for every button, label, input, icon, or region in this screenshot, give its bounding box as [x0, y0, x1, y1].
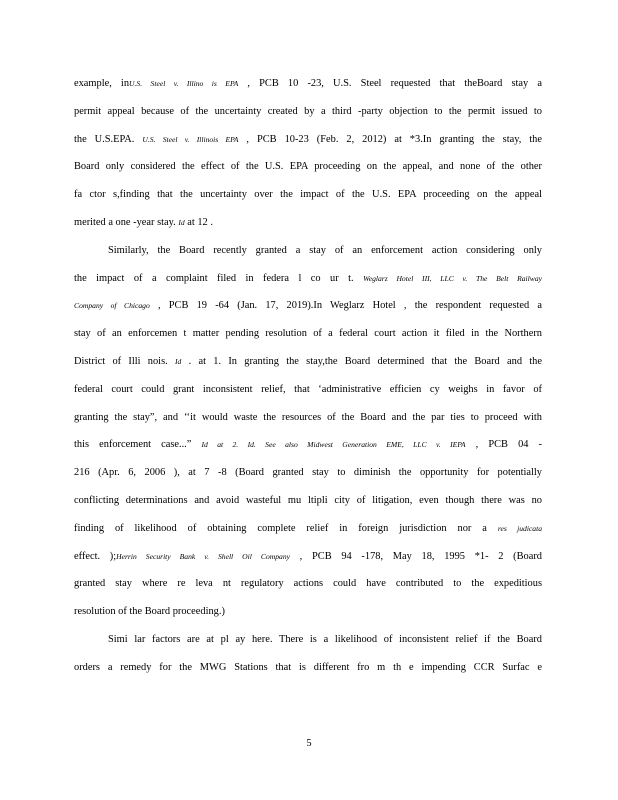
line-text: resolution of the Board proceeding.)	[74, 606, 225, 618]
text-line	[74, 431, 542, 459]
body-text	[74, 70, 542, 682]
text-line	[74, 376, 542, 404]
text-line	[74, 292, 542, 320]
line-text: fa ctor s,finding that the uncertainty over the impact of the U.S. EPA proceeding on the appeal	[74, 189, 542, 201]
text-line	[74, 459, 542, 487]
line-text: District of Illi nois.	[74, 355, 175, 367]
line-text: finding of likelihood of obtaining complete relief in foreign jurisdiction nor a	[74, 522, 498, 534]
case-citation: Company of Chicago	[74, 301, 150, 311]
line-text: permit appeal because of the uncertainty created by a third -party objection to the permit issued to	[74, 105, 542, 117]
line-text: stay of an enforcemen t matter pending resolution of a federal court action it filed in the Northern	[74, 328, 542, 340]
line-text: this enforcement case...”	[74, 439, 202, 451]
text-line	[74, 98, 542, 126]
case-citation: Herrin Security Bank v. Shell Oil Company	[116, 551, 290, 561]
case-citation: res judicata	[497, 523, 542, 533]
line-text: , PCB 10 -23, U.S. Steel requested that theBoard stay a	[238, 78, 542, 89]
case-citation: Id	[178, 217, 185, 227]
text-line	[74, 209, 542, 237]
text-line	[74, 320, 542, 348]
line-text: . at 1. In granting the stay,the Board determined that the Board and the	[181, 355, 542, 367]
case-citation: Weglarz Hotel III, LLC v. The Belt Railway	[363, 273, 542, 283]
text-line	[74, 654, 542, 682]
text-line	[74, 570, 542, 598]
line-text: , PCB 19 -64 (Jan. 17, 2019).In Weglarz Hotel , the respondent requested a	[149, 300, 542, 312]
text-line	[74, 70, 542, 98]
line-text: Similarly, the Board recently granted a stay of an enforcement action considering only	[108, 244, 542, 256]
text-line	[74, 626, 542, 654]
text-line	[74, 515, 542, 543]
line-text: at 12 .	[184, 216, 213, 228]
text-line	[74, 126, 542, 154]
text-line	[74, 543, 542, 571]
line-text: merited a one -year stay.	[74, 216, 179, 228]
text-line	[74, 265, 542, 293]
line-text: example, in	[74, 78, 130, 89]
text-line	[74, 598, 542, 626]
line-text: orders a remedy for the MWG Stations that is different fro m th e impending CCR Surfac e	[74, 661, 542, 673]
line-text: granting the stay”, and ‘‘it would waste the resources of the Board and the par ties to proceed with	[74, 411, 542, 423]
text-line	[74, 153, 542, 181]
line-text: conflicting determinations and avoid wasteful mu ltipli city of litigation, even though there was no	[74, 494, 542, 506]
line-text: , PCB 10-23 (Feb. 2, 2012) at *3.In granting the stay, the	[238, 133, 542, 145]
text-line	[74, 348, 542, 376]
line-text: 216 (Apr. 6, 2006 ), at 7 -8 (Board granted stay to diminish the opportunity for potentially	[74, 467, 542, 479]
line-text: effect. );	[74, 550, 117, 562]
case-citation: Id at 2. Id. See also Midwest Generation EME, LLC v. IEPA	[201, 440, 466, 450]
text-line	[74, 404, 542, 432]
case-citation: Id	[175, 356, 182, 366]
case-citation: U.S. Steel v. Illino is EPA	[129, 79, 239, 88]
line-text: the U.S.EPA.	[74, 133, 143, 145]
line-text: the impact of a complaint filed in federa l co ur t.	[74, 272, 364, 284]
page-number: 5	[306, 738, 312, 749]
text-line	[74, 487, 542, 515]
line-text: , PCB 94 -178, May 18, 1995 *1- 2 (Board	[289, 550, 542, 562]
line-text: granted stay where re leva nt regulatory actions could have contributed to the expeditious	[74, 578, 542, 590]
line-text: Simi lar factors are at pl ay here. There is a likelihood of inconsistent relief if the Board	[108, 633, 542, 645]
text-line	[74, 181, 542, 209]
text-line	[74, 237, 542, 265]
line-text: Board only considered the effect of the U.S. EPA proceeding on the appeal, and none of the other	[74, 161, 542, 173]
line-text: federal court could grant inconsistent relief, that ‘administrative efficien cy weighs in favor of	[74, 383, 542, 395]
line-text: , PCB 04 -	[465, 439, 542, 451]
case-citation: U.S. Steel v. Illinois EPA	[142, 134, 239, 144]
